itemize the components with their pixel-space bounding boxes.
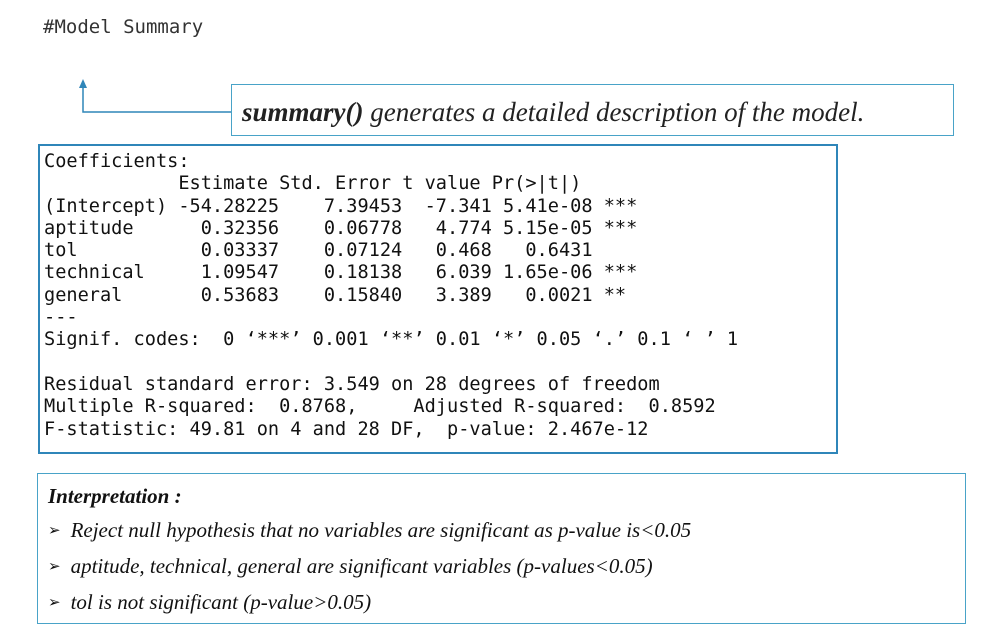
bullet-arrow-icon: ➢ [48,523,61,539]
section-heading: #Model Summary [43,16,204,38]
interpretation-item-text: aptitude, technical, general are significant variables (p-values<0.05) [70,554,653,578]
summary-callout [231,84,954,136]
model-summary-output [38,144,838,454]
interpretation-title: Interpretation : [48,484,182,508]
callout-keyword: summary() [242,97,364,127]
interpretation-item [48,554,653,579]
bullet-arrow-icon: ➢ [48,595,61,611]
interpretation-item-text: Reject null hypothesis that no variables are significant as p-value is<0.05 [70,518,692,542]
callout-text: generates a detailed description of the model. [363,97,865,127]
console-text: Coefficients: Estimate Std. Error t value Pr(>|t|) (Intercept) -54.28225 7.39453 -7.341 5.41e-08 *** aptitude 0.32356 0.06778 4.774 5.15e-05 *** tol 0.03337 0.07124 0.468 0.6431 technical 1.09547 0.18138 6.039 1.65e-06 *** general 0.53683 0.15840 3.389 0.0021 ** --- Signif. codes: 0 ‘***’ 0.001 ‘**’ 0.01 ‘*’ 0.05 ‘.’ 0.1 ‘ ’ 1 Residual standard error: 3.549 on 28 degrees of freedom Multiple R-squared: 0.8768, Adjusted R-squared: 0.8592 F-statistic: 49.81 on 4 and 28 DF, p-value: 2.467e-12 [44,151,739,440]
interpretation-item [48,590,371,615]
interpretation-box [37,473,966,624]
interpretation-item [48,518,691,543]
interpretation-item-text: tol is not significant (p-value>0.05) [70,590,372,614]
bullet-arrow-icon: ➢ [48,559,61,575]
